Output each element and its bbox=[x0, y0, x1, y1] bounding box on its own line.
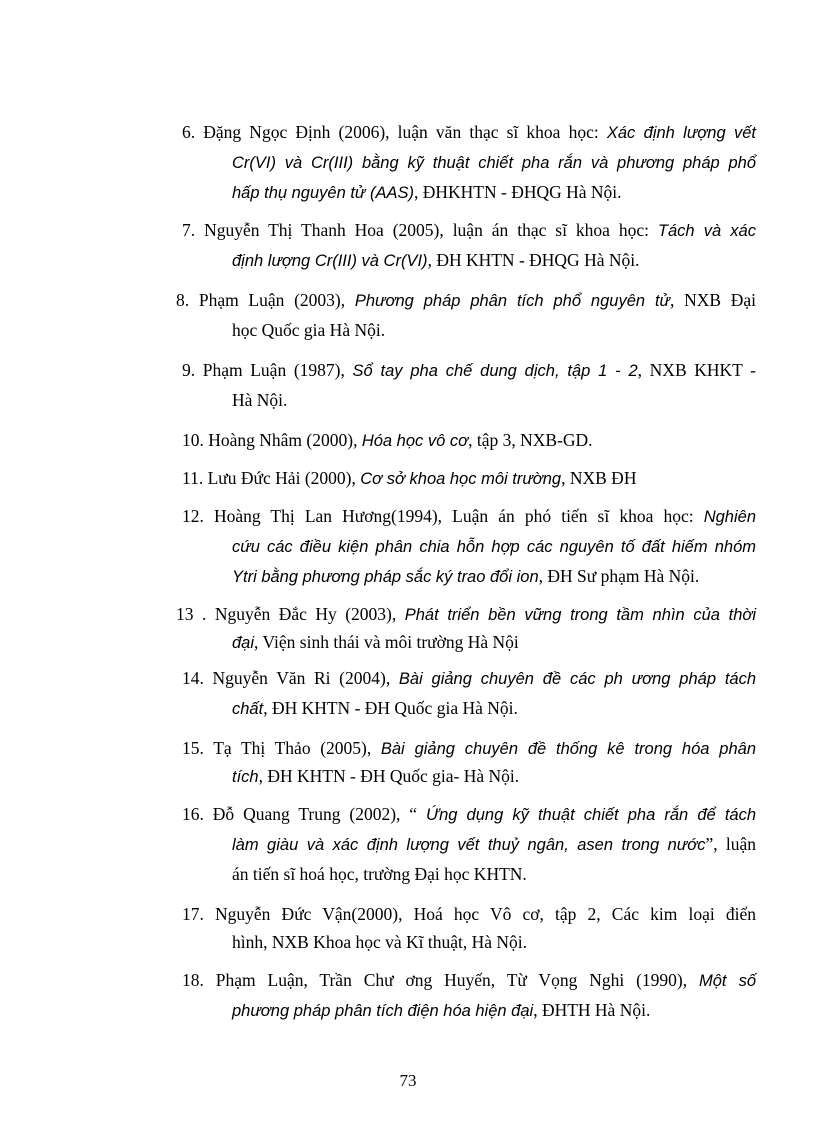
reference-text: Hà Nội. bbox=[232, 390, 288, 410]
reference-text: , ĐH Sư phạm Hà Nội. bbox=[538, 566, 700, 586]
reference-number: 9. bbox=[182, 360, 203, 380]
page-number: 73 bbox=[399, 1071, 417, 1090]
reference-number: 6. bbox=[182, 122, 204, 142]
reference-text: , ĐH KHTN - ĐH Quốc gia- Hà Nội. bbox=[258, 766, 520, 786]
reference-text: , Viện sinh thái và môi trường Hà Nội bbox=[254, 632, 519, 652]
reference-number: 16. bbox=[182, 804, 213, 824]
reference-text: án tiến sĩ hoá học, trường Đại học KHTN. bbox=[232, 864, 527, 884]
reference-entry-line bbox=[182, 737, 756, 760]
reference-continuation-line bbox=[232, 833, 756, 856]
reference-continuation-line bbox=[232, 249, 756, 272]
reference-continuation-line bbox=[232, 181, 756, 204]
reference-entry-line bbox=[182, 969, 756, 992]
reference-continuation-line bbox=[232, 931, 756, 953]
reference-continuation-line bbox=[232, 999, 756, 1022]
italic-title-text: hấp thụ nguyên tử (AAS) bbox=[232, 184, 414, 202]
italic-title-text: Một số bbox=[698, 972, 757, 990]
reference-text: Hoàng Thị Lan Hương(1994), Luận án phó tiến sĩ khoa học: bbox=[213, 506, 704, 526]
italic-title-text: Bài giảng chuyên đề các ph ương pháp tách bbox=[398, 670, 757, 688]
reference-entry-line bbox=[182, 467, 756, 490]
italic-title-text: Cr(VI) và Cr(III) bằng kỹ thuật chiết pha rắn và phương pháp phổ bbox=[232, 154, 756, 172]
reference-continuation-line bbox=[232, 389, 756, 411]
reference-number: 13 . bbox=[176, 604, 215, 624]
reference-text: , ĐH KHTN - ĐHQG Hà Nội. bbox=[427, 250, 640, 270]
reference-continuation-line bbox=[232, 863, 756, 885]
reference-continuation-line bbox=[232, 535, 756, 558]
reference-text: Phạm Luận (2003), bbox=[198, 290, 355, 310]
italic-title-text: Nghiên bbox=[703, 508, 756, 526]
reference-text: hình, NXB Khoa học và Kĩ thuật, Hà Nội. bbox=[232, 932, 528, 952]
reference-number: 15. bbox=[182, 738, 214, 758]
reference-text: Đặng Ngọc Định (2006), luận văn thạc sĩ khoa học: bbox=[203, 122, 607, 142]
reference-entry-line bbox=[182, 359, 756, 382]
reference-text: , NXB ĐH bbox=[561, 468, 637, 488]
reference-entry-line bbox=[176, 603, 756, 626]
italic-title-text: phương pháp phân tích điện hóa hiện đại bbox=[232, 1002, 534, 1020]
italic-title-text: Bài giảng chuyên đề thống kê trong hóa phân bbox=[380, 740, 756, 758]
reference-text: , NXB Đại bbox=[670, 290, 757, 310]
reference-entry-line bbox=[182, 803, 756, 826]
reference-text: , ĐHKHTN - ĐHQG Hà Nội. bbox=[413, 182, 622, 202]
reference-continuation-line bbox=[232, 151, 756, 174]
reference-text: , ĐH KHTN - ĐH Quốc gia Hà Nội. bbox=[263, 698, 518, 718]
italic-title-text: Phát triển bền vững trong tầm nhìn của thời bbox=[404, 606, 757, 624]
reference-number: 8. bbox=[176, 290, 199, 310]
italic-title-text: Xác định lượng vết bbox=[606, 124, 756, 142]
reference-number: 14. bbox=[182, 668, 213, 688]
reference-continuation-line bbox=[232, 565, 756, 588]
italic-title-text: Hóa học vô cơ bbox=[361, 432, 469, 450]
italic-title-text: Ytri bằng phương pháp sắc ký trao đổi ion bbox=[232, 568, 539, 586]
reference-text: Nguyễn Thị Thanh Hoa (2005), luận án thạc sĩ khoa học: bbox=[204, 220, 658, 240]
reference-number: 10. bbox=[182, 430, 209, 450]
reference-entry-line bbox=[176, 289, 756, 312]
reference-entry-line bbox=[182, 667, 756, 690]
reference-text: , ĐHTH Hà Nội. bbox=[533, 1000, 651, 1020]
reference-continuation-line bbox=[232, 319, 756, 341]
reference-entry-line bbox=[182, 429, 756, 452]
reference-continuation-line bbox=[232, 631, 756, 654]
reference-number: 18. bbox=[182, 970, 216, 990]
italic-title-text: làm giàu và xác định lượng vết thuỷ ngân, asen trong nước bbox=[232, 836, 706, 854]
reference-text: , tập 3, NXB-GD. bbox=[468, 430, 593, 450]
reference-entry-line bbox=[182, 219, 756, 242]
reference-entry-line bbox=[182, 121, 756, 144]
reference-text: Nguyễn Văn Ri (2004), bbox=[212, 668, 399, 688]
reference-text: Đỗ Quang Trung (2002), “ bbox=[212, 804, 426, 824]
italic-title-text: Ứng dụng kỹ thuật chiết pha rắn để tách bbox=[425, 806, 757, 824]
reference-text: Nguyễn Đắc Hy (2003), bbox=[214, 604, 405, 624]
italic-title-text: Tách và xác bbox=[657, 222, 756, 240]
reference-text: Phạm Luận (1987), bbox=[202, 360, 353, 380]
italic-title-text: chất bbox=[232, 700, 264, 718]
reference-continuation-line bbox=[232, 697, 756, 720]
reference-number: 17. bbox=[182, 904, 216, 924]
reference-text: Lưu Đức Hải (2000), bbox=[207, 468, 361, 488]
italic-title-text: đại bbox=[232, 634, 255, 652]
italic-title-text: Phương pháp phân tích phổ nguyên tử bbox=[354, 292, 671, 310]
reference-text: Hoàng Nhâm (2000), bbox=[208, 430, 362, 450]
reference-text: ”, luận bbox=[705, 834, 756, 854]
reference-number: 7. bbox=[182, 220, 205, 240]
italic-title-text: định lượng Cr(III) và Cr(VI) bbox=[232, 252, 428, 270]
reference-number: 12. bbox=[182, 506, 214, 526]
italic-title-text: Cơ sở khoa học môi trường bbox=[360, 470, 562, 488]
reference-continuation-line bbox=[232, 765, 756, 788]
reference-text: , NXB KHKT - bbox=[637, 360, 756, 380]
reference-entry-line bbox=[182, 903, 756, 925]
italic-title-text: Sổ tay pha chế dung dịch, tập 1 - 2 bbox=[352, 362, 638, 380]
italic-title-text: tích bbox=[232, 768, 259, 786]
reference-text: Nguyễn Đức Vận(2000), Hoá học Vô cơ, tập 2, Các kim loại điển bbox=[215, 904, 756, 924]
reference-text: Tạ Thị Thảo (2005), bbox=[213, 738, 381, 758]
reference-text: Phạm Luận, Trần Chư ơng Huyến, Từ Vọng Nghi (1990), bbox=[215, 970, 699, 990]
reference-text: học Quốc gia Hà Nội. bbox=[232, 320, 386, 340]
italic-title-text: cứu các điều kiện phân chia hỗn hợp các nguyên tố đất hiếm nhóm bbox=[232, 538, 756, 556]
reference-number: 11. bbox=[182, 468, 208, 488]
reference-entry-line bbox=[182, 505, 756, 528]
